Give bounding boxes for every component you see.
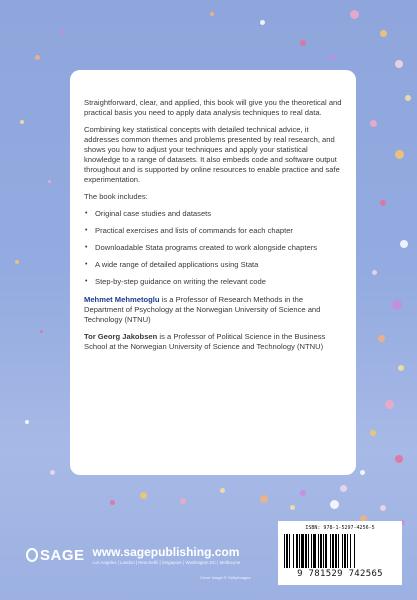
list-item: • A wide range of detailed applications using Stata [85, 260, 259, 269]
list-item: • Original case studies and datasets [85, 209, 212, 218]
confetti-dot [405, 95, 411, 101]
confetti-dot [25, 420, 29, 424]
confetti-dot [35, 55, 40, 60]
confetti-dot [398, 365, 404, 371]
confetti-dot [210, 12, 214, 16]
sage-logo: SAGE [26, 547, 85, 564]
confetti-dot [60, 30, 64, 34]
list-item: • Step-by-step guidance on writing the relevant code [85, 277, 266, 286]
author-name-2: Tor Georg Jakobsen [84, 332, 158, 341]
includes-list [84, 209, 342, 287]
confetti-dot [350, 10, 359, 19]
confetti-dot [140, 492, 147, 499]
isbn-label: ISBN: 978-1-5297-4256-5 [305, 525, 375, 531]
cover-credit: Cover image © GettyImages [200, 575, 251, 580]
author-bio-2: Tor Georg Jakobsen is a Professor of Political Science in the Business School at the Norwegian University of Science and Technology (NTNU) [84, 332, 326, 351]
body-paragraph: Combining key statistical concepts with detailed technical advice, it addresses common themes and problems presented by real research, and shows you how to adjust your techniques and apply your statistical knowledge to a range of datasets. It also embeds code and software output throughout and is supported by online resources to enable practice and safe experimentation. [84, 125, 340, 184]
author-name-1: Mehmet Mehmetoglu [84, 295, 160, 304]
barcode-bars [284, 534, 396, 568]
confetti-dot [330, 55, 335, 60]
confetti-dot [330, 500, 339, 509]
confetti-dot [395, 150, 404, 159]
barcode [278, 521, 402, 585]
confetti-dot [360, 470, 365, 475]
confetti-dot [15, 260, 19, 264]
confetti-dot [380, 200, 386, 206]
list-item: • Downloadable Stata programs created to work alongside chapters [85, 243, 318, 252]
bullet-icon: • [85, 210, 88, 217]
publisher-cities: Los Angeles | London | New Delhi | Singapore | Washington DC | Melbourne [92, 560, 241, 565]
intro-paragraph: Straightforward, clear, and applied, this book will give you the theoretical and practical basis you need to apply data analysis techniques to real data. [84, 98, 342, 117]
includes-heading: The book includes: [84, 192, 148, 201]
barcode-stripe [355, 534, 356, 568]
confetti-dot [385, 400, 394, 409]
confetti-dot [370, 120, 377, 127]
confetti-dot [395, 455, 403, 463]
publisher-block [26, 545, 240, 565]
confetti-dot [300, 490, 306, 496]
confetti-dot [48, 180, 51, 183]
confetti-dot [20, 120, 24, 124]
bullet-icon: • [85, 261, 88, 268]
confetti-dot [180, 498, 186, 504]
confetti-dot [220, 488, 225, 493]
confetti-dot [400, 240, 408, 248]
confetti-dot [392, 300, 402, 310]
confetti-dot [260, 20, 265, 25]
author-bio-1: Mehmet Mehmetoglu is a Professor of Research Methods in the Department of Psychology at the Norwegian University of Science and Technology (NTNU) [84, 295, 321, 324]
confetti-dot [50, 470, 55, 475]
bullet-icon: • [85, 227, 88, 234]
confetti-dot [260, 495, 268, 503]
back-cover-text-panel [70, 70, 356, 475]
confetti-dot [290, 505, 295, 510]
confetti-dot [372, 270, 377, 275]
bullet-icon: • [85, 278, 88, 285]
confetti-dot [40, 330, 43, 333]
confetti-dot [380, 30, 387, 37]
confetti-dot [380, 505, 386, 511]
confetti-dot [395, 60, 403, 68]
confetti-dot [378, 335, 385, 342]
sage-mark-icon [26, 548, 38, 562]
confetti-dot [110, 500, 115, 505]
publisher-url: www.sagepublishing.com [92, 545, 240, 559]
confetti-dot [300, 40, 306, 46]
bullet-icon: • [85, 244, 88, 251]
barcode-number: 9 781529 742565 [297, 569, 383, 579]
confetti-dot [370, 430, 376, 436]
list-item: • Practical exercises and lists of commands for each chapter [85, 226, 293, 235]
confetti-dot [340, 485, 347, 492]
